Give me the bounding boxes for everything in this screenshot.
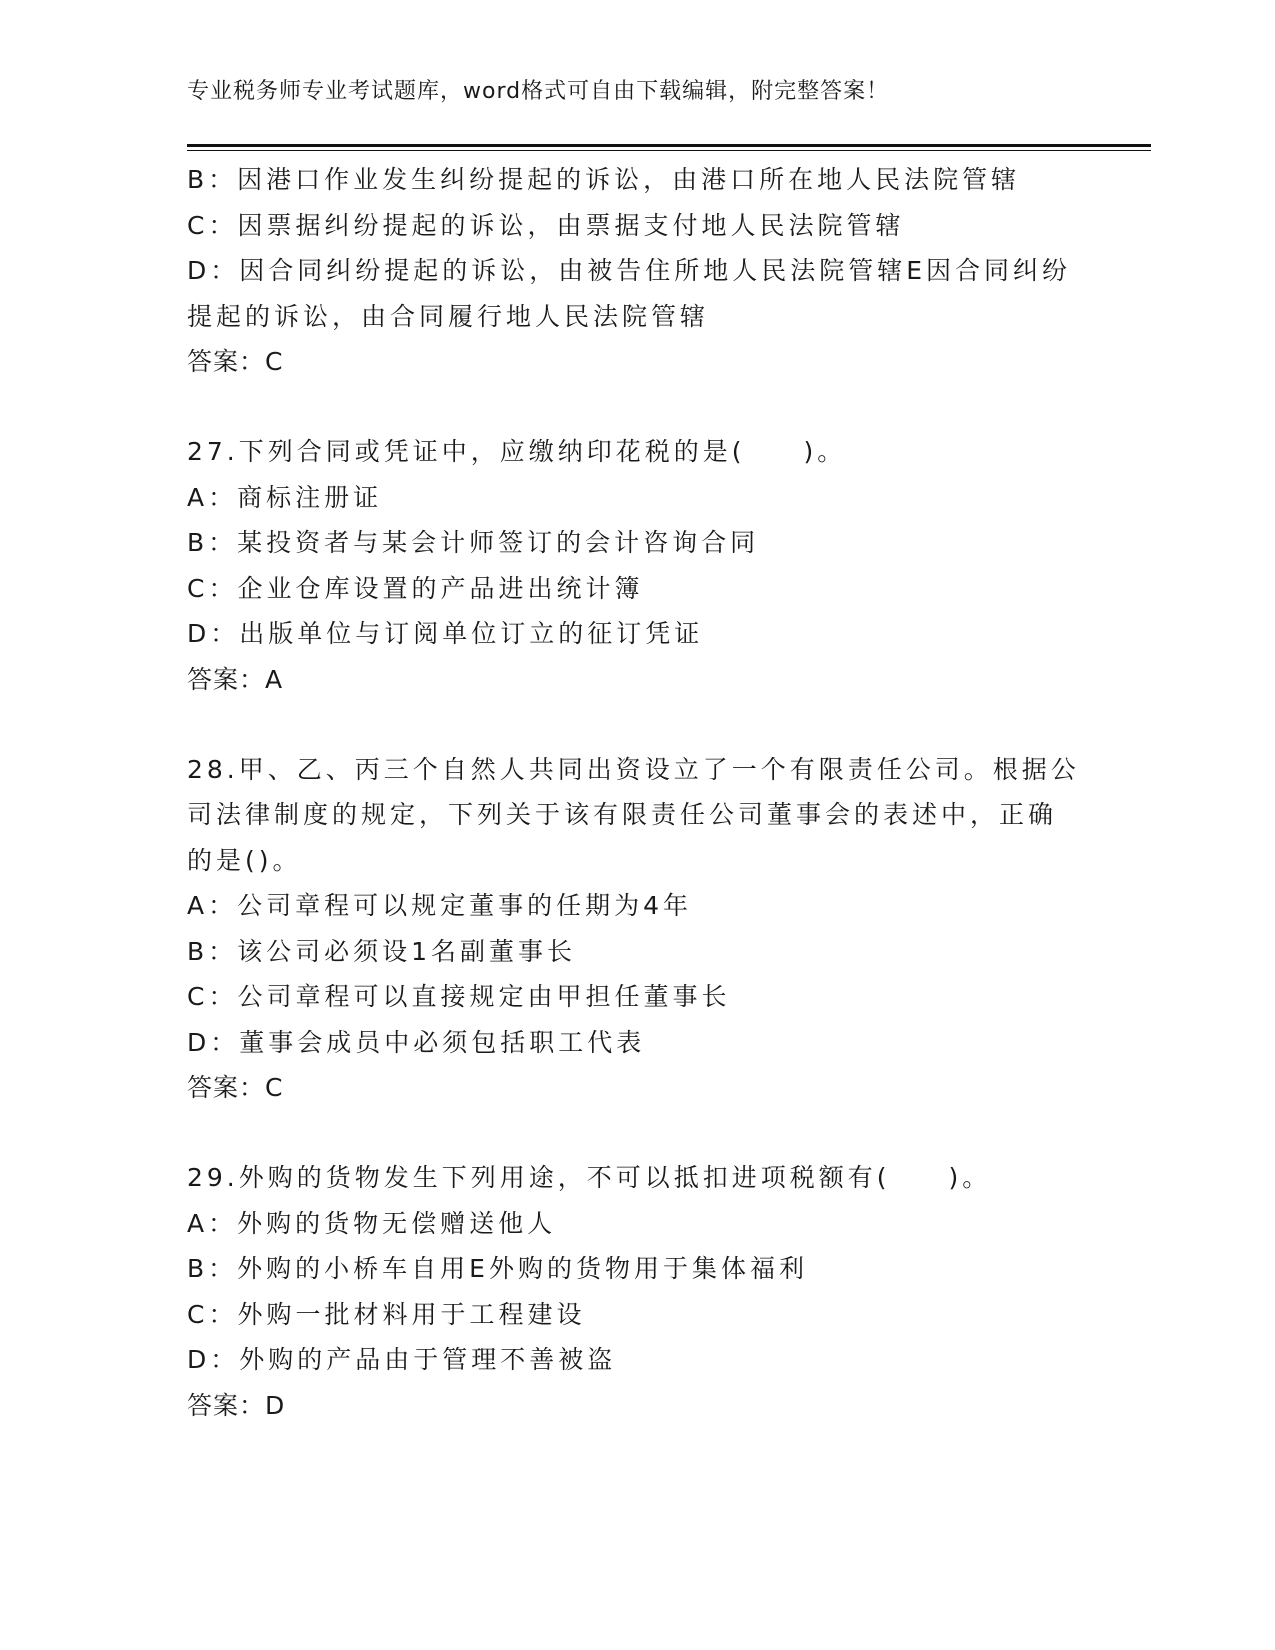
q27-option-b: B：某投资者与某会计师签订的会计咨询合同 <box>187 528 760 557</box>
question-list <box>187 157 1087 1429</box>
header-divider-thin <box>187 150 1151 151</box>
q26-option-b: B：因港口作业发生纠纷提起的诉讼，由港口所在地人民法院管辖 <box>187 165 1021 194</box>
page-header: 专业税务师专业考试题库，word格式可自由下载编辑，附完整答案！ <box>187 79 890 104</box>
q28-option-b: B：该公司必须设1名副董事长 <box>187 936 577 966</box>
q26-option-d-line1: D：因合同纠纷提起的诉讼，由被告住所地人民法院管辖E因合同纠纷 <box>187 256 1072 285</box>
question-27 <box>187 429 1087 703</box>
q28-stem-line3: 的是()。 <box>187 845 302 875</box>
q27-option-c: C：企业仓库设置的产品进出统计簿 <box>187 573 644 603</box>
q27-option-d: D：出版单位与订阅单位订立的征订凭证 <box>187 619 704 648</box>
q29-option-d: D：外购的产品由于管理不善被盗 <box>187 1345 617 1374</box>
q27-answer: 答案：A <box>187 664 284 694</box>
q28-stem-line1: 28.甲、乙、丙三个自然人共同出资设立了一个有限责任公司。根据公 <box>187 754 1080 784</box>
q29-option-b: B：外购的小桥车自用E外购的货物用于集体福利 <box>187 1254 808 1283</box>
q28-option-d: D：董事会成员中必须包括职工代表 <box>187 1027 646 1057</box>
q29-option-c: C：外购一批材料用于工程建设 <box>187 1299 586 1329</box>
spacer <box>187 385 1087 429</box>
spacer <box>187 1111 1087 1155</box>
q26-option-c: C：因票据纠纷提起的诉讼，由票据支付地人民法院管辖 <box>187 210 905 240</box>
q28-option-c: C：公司章程可以直接规定由甲担任董事长 <box>187 982 731 1011</box>
q29-option-a: A：外购的货物无偿赠送他人 <box>187 1208 557 1238</box>
q27-stem: 27.下列合同或凭证中，应缴纳印花税的是( )。 <box>187 437 847 466</box>
spacer <box>187 703 1087 747</box>
question-28 <box>187 747 1087 1112</box>
q28-answer: 答案：C <box>187 1073 284 1102</box>
q28-stem-line2: 司法律制度的规定，下列关于该有限责任公司董事会的表述中，正确 <box>187 800 1058 829</box>
q28-option-a: A：公司章程可以规定董事的任期为4年 <box>187 891 693 920</box>
q29-stem: 29.外购的货物发生下列用途，不可以抵扣进项税额有( )。 <box>187 1163 992 1192</box>
q27-option-a: A：商标注册证 <box>187 482 383 512</box>
question-26 <box>187 157 1087 385</box>
q26-answer: 答案：C <box>187 347 284 376</box>
q26-option-d-line2: 提起的诉讼，由合同履行地人民法院管辖 <box>187 301 710 331</box>
header-divider-thick <box>187 144 1151 147</box>
q29-answer: 答案：D <box>187 1390 286 1420</box>
question-29 <box>187 1155 1087 1429</box>
